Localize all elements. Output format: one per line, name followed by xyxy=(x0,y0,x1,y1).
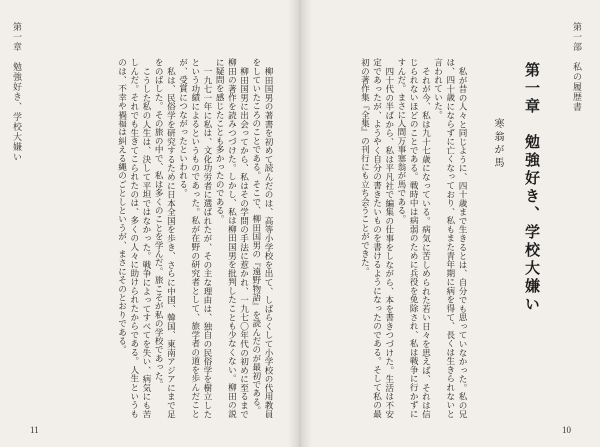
right-page xyxy=(300,0,600,447)
left-paragraph-3: 一九七一年に私は、文化功労者に選ばれたが、その主な理由は、独自の民俗学を樹立したという功績によるというものであった。私が在野の研究者として、旅学者の道を歩んだことが、受賞につながったといわれる。 xyxy=(177,58,212,418)
right-running-head: 第一部 私の履歴書 xyxy=(571,22,581,112)
section-title: 寒翁が馬 xyxy=(492,118,503,170)
right-page-number: 10 xyxy=(562,425,571,435)
right-paragraph-3: 四十代の半ばから、私は平凡社で編集の仕事をしながら、本を書きつづけた。生活は不安定であったが、ようやく自分の書きたいものを書けるようになったのである。そして私の最初の著作集『全集』の刊行にも立ち会うことができた。 xyxy=(359,58,394,418)
right-paragraph-1: 私が昔の人々と同じように、四十歳まで生きるとは、自分でも思っていなかった。私の兄は、四十歳にならずに亡くなっており、私もまた青年期に病を得て、長くは生きられないと言われていた。 xyxy=(432,58,467,418)
left-page-number: 11 xyxy=(30,425,39,435)
chapter-title: 第一章 勉強好き、学校大嫌い xyxy=(523,62,541,314)
right-paragraph-2: それが今、私は九十七歳になっている。病気に苦しめられた若い日々を思えば、それは信じられないほどのことである。戦時中は病弱のために兵役を免除され、私は戦争に行かずにすんだ。まさに人間万事塞翁が馬である。 xyxy=(395,58,431,418)
left-paragraph-2: 柳田国男に出会ってから、私はその学問の手法に惹かれ、一九七〇年代の初めに至るまで柳田の著作を読みつづけた。しかし、私は柳田国男を批判したことも少なくない。柳田の説に疑問を感じたことも多かったのである。 xyxy=(214,58,249,418)
right-body-text xyxy=(320,58,468,418)
left-running-head: 第一章 勉強好き、学校大嫌い xyxy=(11,22,21,162)
left-paragraph-4: 私は、民俗学を研究するために日本全国を歩き、さらに中国、韓国、東南アジアにまで足をのばした。その旅の中で、私は多くのことを学んだ。旅こそが私の学校であった。 xyxy=(153,58,176,418)
left-paragraph-5: こうした私の人生は、決して平坦ではなかった。戦争によってすべてを失い、病気にも苦しんだ。それでも生きてこられたのは、多くの人々に助けられたからである。人生というものは、不幸や禍福は糾える縄のごとしというが、まさにそのとおりである。 xyxy=(116,58,151,418)
left-body-text xyxy=(28,58,274,418)
left-paragraph-1: 柳田国男の著書を初めて読んだのは、高等小学校を出て、しばらくして小学校の代用教員をしていたころのことである。そこで、柳田国男の『遠野物語』を読んだのが最初である。 xyxy=(250,58,273,418)
